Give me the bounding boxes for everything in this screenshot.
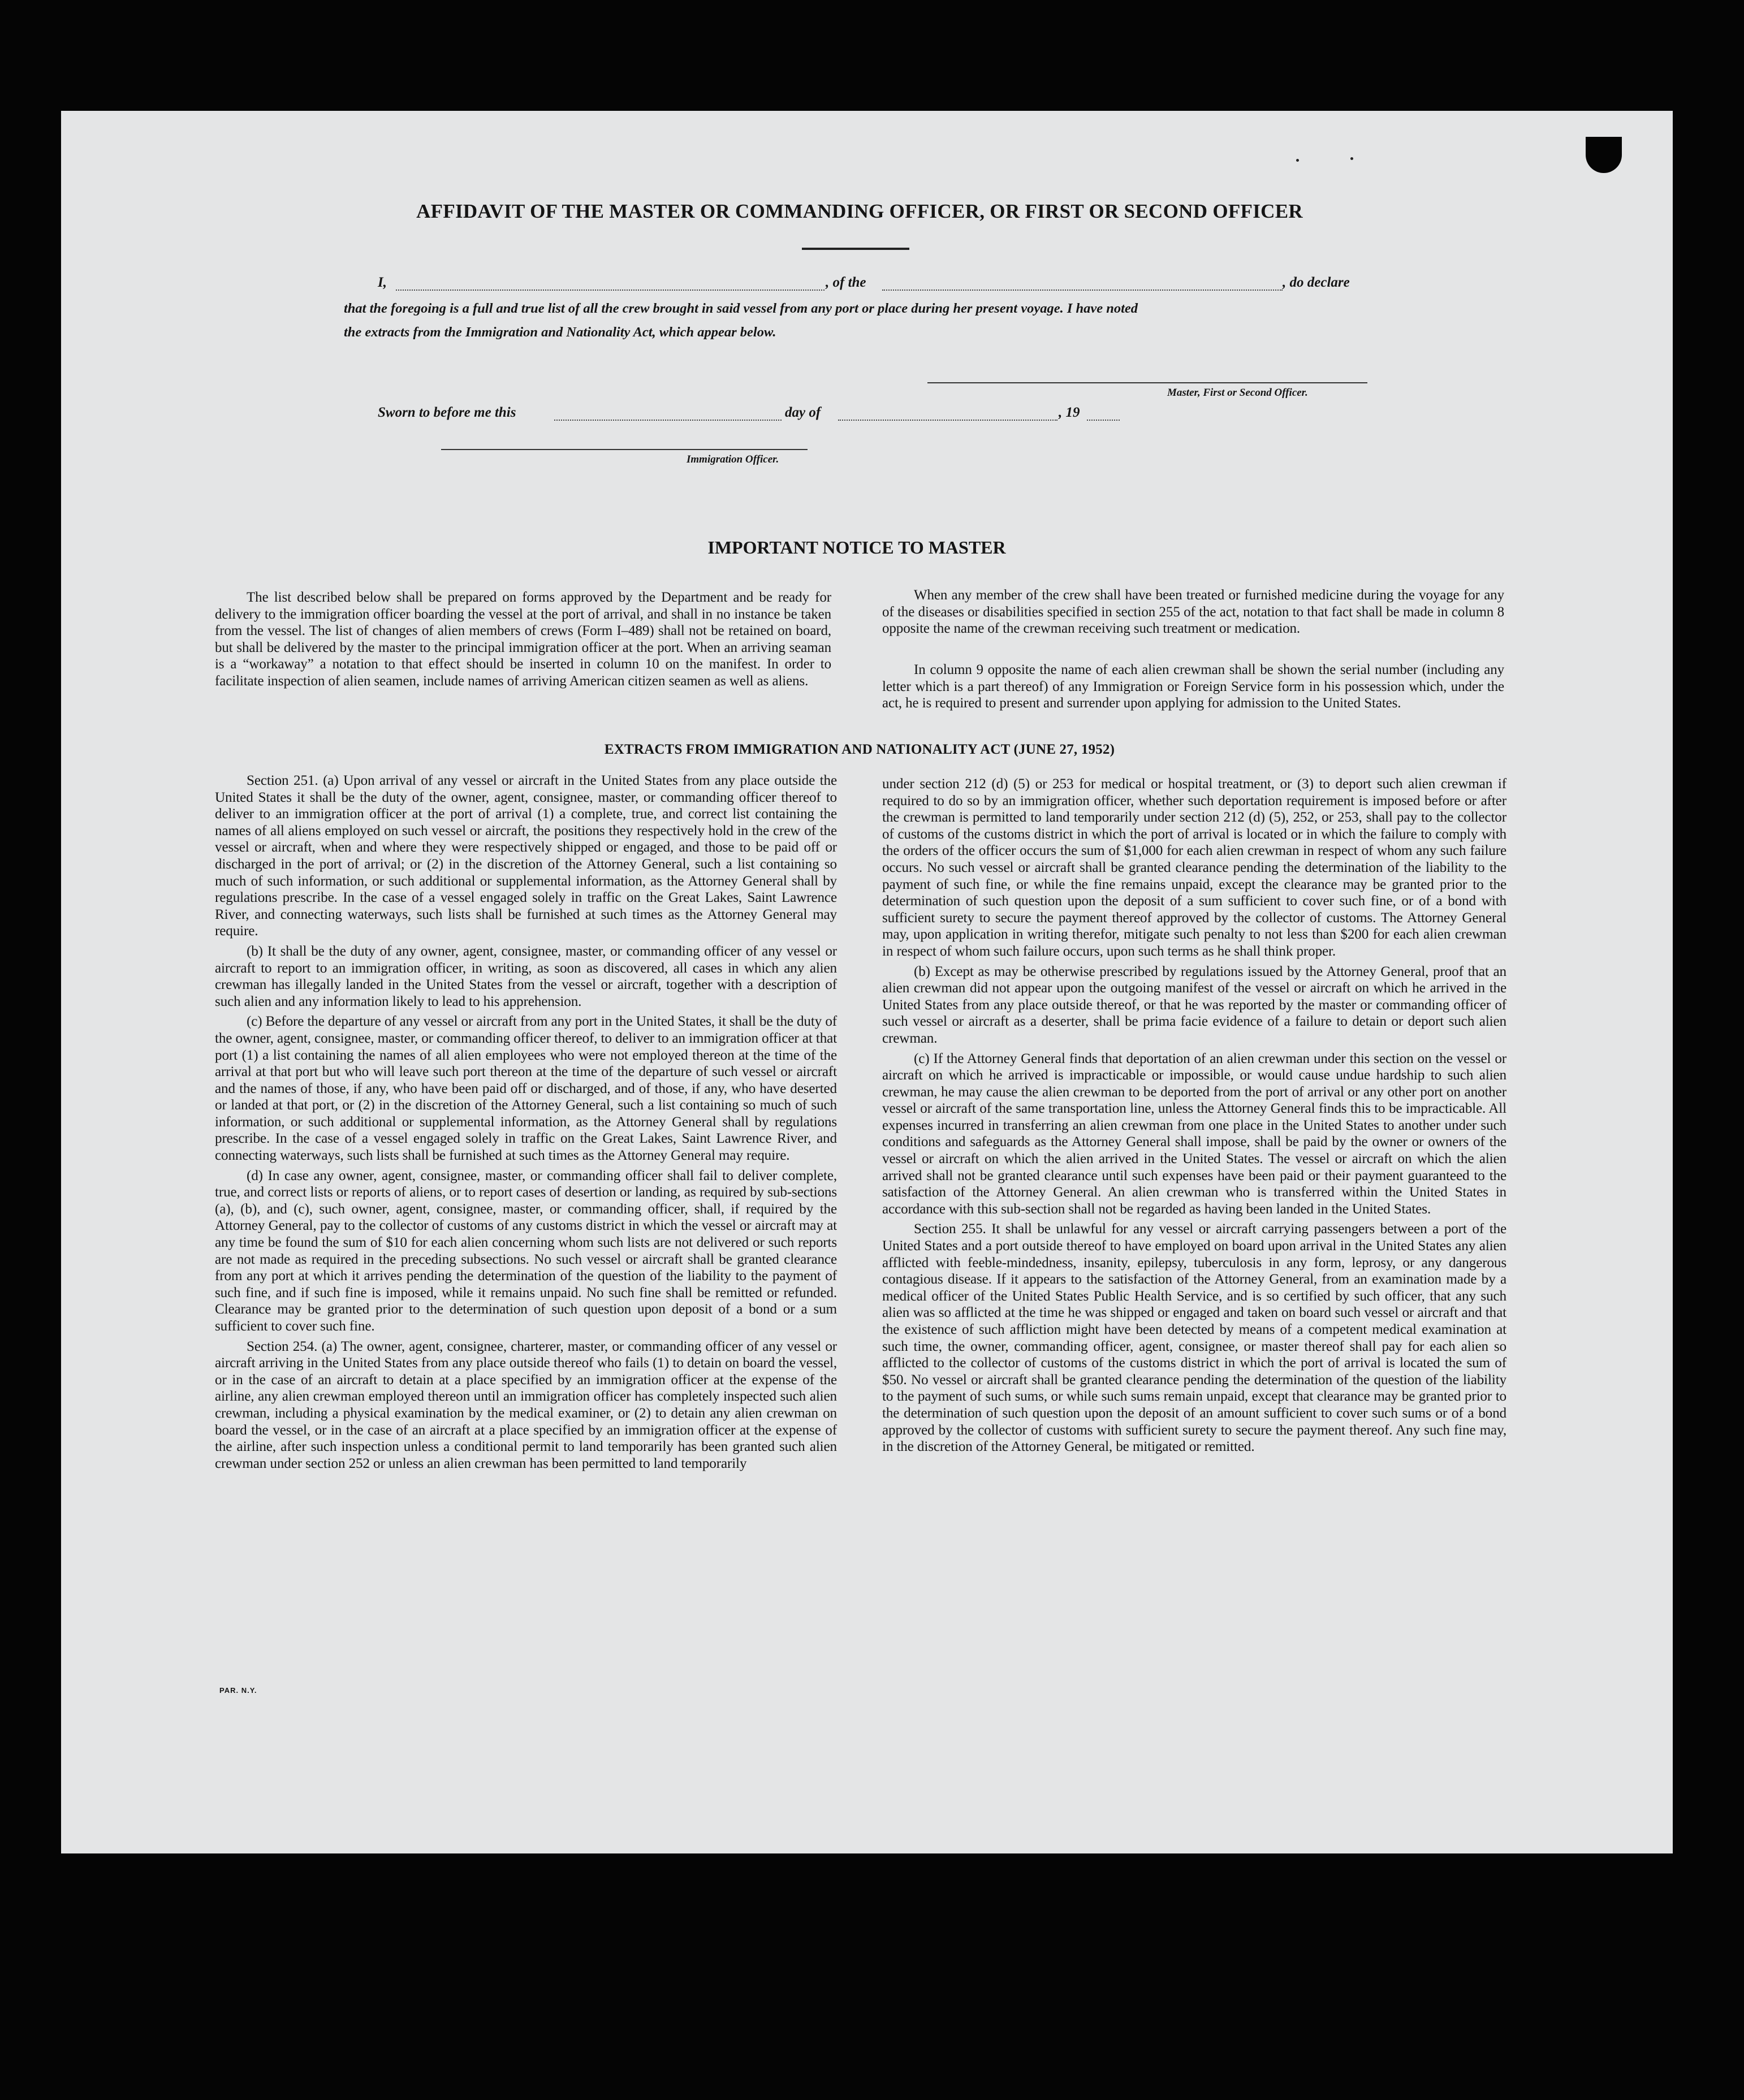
affidavit-of-the: , of the bbox=[826, 275, 866, 290]
affidavit-do-declare: , do declare bbox=[1283, 275, 1350, 290]
section-255: Section 255. It shall be unlawful for any vessel or aircraft carrying passengers between a port of the United States and a port outside thereof to have employed on board upon arrival in the United States any alien afflicted with feeble-mindedness, insanity, epilepsy, tuberculosis in any form, leprosy, or any dangerous contagious disease. If it appears to the satisfaction of the Attorney General, from an examination made by a medical officer of the United States Public Health Service, and is so certified by such officer, that any such alien was so afflicted at the time he was shipped or engaged and taken on board such vessel or aircraft and that the existence of such affliction might have been detected by means of a competent medical examination at such time, the owner, commanding officer, agent, consignee, or master thereof shall pay for each alien so afflicted to the collector of customs of the customs district in which the port of arrival is located the sum of $50. No vessel or aircraft shall be granted clearance pending the determination of the question of the liability to the payment of such sums, or while such sums remain unpaid, except that clearance may be granted prior to the determination of such question upon the deposit of an amount sufficient to cover such sums or of a bond approved by the collector of customs with sufficient surety to secure the payment thereof. Any such fine may, in the discretion of the Attorney General, be mitigated or remitted. bbox=[882, 1221, 1506, 1455]
notice-left-paragraph: The list described below shall be prepared on forms approved by the Department and be ready for delivery to the immigration officer boarding the vessel at the port of arrival, and shall in no instance be taken from the vessel. The list of changes of alien members of crews (Form I–489) shall not be retained on board, but shall be delivered by the master to the principal immigration officer at the port. When an arriving seaman is a “workaway” a notation to that effect should be inserted in column 10 on the manifest. In order to facilitate inspection of alien seamen, include names of arriving American citizen seamen as well as aliens. bbox=[215, 590, 831, 689]
sworn-day-blank[interactable] bbox=[554, 420, 782, 421]
printer-mark: PAR. N.Y. bbox=[219, 1686, 257, 1695]
section-254-c: (c) If the Attorney General finds that deportation of an alien crewman under this section on the vessel or aircraft on which he arrived is impracticable or impossible, or would cause undue hardship to such alien crewman, he may cause the alien crewman to be deported from the port of arrival or any other port on another vessel or aircraft of the same transportation line, unless the Attorney General finds this to be impracticable. All expenses incurred in transferring an alien crewman from one place in the United States to another under such conditions and safeguards as the Attorney General shall impose, shall be paid by the owner or owners of the vessel or aircraft on which the alien arrived in the United States. The vessel or aircraft on which the alien arrived shall not be granted clearance until such expenses have been paid or their payment guaranteed to the satisfaction of the Attorney General. An alien crewman who is transferred within the United States in accordance with this sub-section shall not be regarded as having been landed in the United States. bbox=[882, 1051, 1506, 1217]
affidavit-line2: that the foregoing is a full and true list of all the crew brought in said vessel from any port or place during her present voyage. I have noted bbox=[344, 301, 1138, 316]
notice-title: IMPORTANT NOTICE TO MASTER bbox=[707, 537, 1006, 558]
notice-right-paragraph-2: In column 9 opposite the name of each alien crewman shall be shown the serial number (including any letter which is a part thereof) of any Immigration or Foreign Service form in his possession which, under the act, he is required to present and surrender upon applying for admission to the United States. bbox=[882, 662, 1504, 711]
section-254-a: Section 254. (a) The owner, agent, consignee, charterer, master, or commanding officer of any vessel or aircraft arriving in the United States from any place outside thereof who fails (1) to detain on board the vessel, or in the case of an aircraft to detain at a place specified by an immigration officer at the expense of the airline, any alien crewman employed thereon until an immigration officer has completely inspected such alien crewman, including a physical examination by the medical examiner, or (2) to detain any alien crewman on board the vessel, or in the case of an aircraft at a place specified by an immigration officer at the expense of the airline, after such inspection unless a conditional permit to land temporarily has been granted such alien crewman under section 252 or unless an alien crewman has been permitted to land temporarily bbox=[215, 1338, 837, 1471]
section-251-b: (b) It shall be the duty of any owner, agent, consignee, master, or commanding officer of any vessel or aircraft to report to an immigration officer, in writing, as soon as discovered, all cases in which any alien crewman has illegally landed in the United States from the vessel or aircraft, together with a description of such alien and any information likely to lead to his apprehension. bbox=[215, 943, 837, 1009]
vessel-blank[interactable] bbox=[882, 289, 1283, 291]
notice-right-paragraph-1: When any member of the crew shall have been treated or furnished medicine during the voyage for any of the diseases or disabilities specified in section 255 of the act, notation to that fact shall be made in column 8 opposite the name of the crewman receiving such treatment or medication. bbox=[882, 587, 1504, 637]
sworn-month-blank[interactable] bbox=[838, 420, 1057, 421]
title-underline bbox=[802, 248, 909, 250]
speck bbox=[1296, 159, 1299, 162]
affidavit-i: I, bbox=[378, 275, 387, 290]
sworn-text: Sworn to before me this bbox=[378, 405, 516, 420]
section-251-a: Section 251. (a) Upon arrival of any vessel or aircraft in the United States from any place outside the United States it shall be the duty of the owner, agent, consignee, master, or commanding officer thereof to deliver to an immigration officer at the port of arrival (1) a complete, true, and correct list containing the names of all aliens employed on such vessel or aircraft, the positions they respectively hold in the crew of the vessel or aircraft, when and where they were respectively shipped or engaged, and those to be paid off or discharged in the port of arrival; or (2) in the discretion of the Attorney General, such a list containing so much of such information, or such additional or supplemental information, as the Attorney General shall by regulations prescribe. In the case of a vessel engaged solely in traffic on the Great Lakes, Saint Lawrence River, and connecting waterways, such lists shall be furnished at such times as the Attorney General may require. bbox=[215, 773, 837, 939]
extracts-left-column bbox=[215, 772, 837, 1475]
day-of-text: day of bbox=[785, 405, 821, 420]
immigration-officer-label: Immigration Officer. bbox=[687, 453, 779, 465]
section-251-d: (d) In case any owner, agent, consignee, master, or commanding officer shall fail to deliver complete, true, and correct lists or reports of aliens, or to report cases of desertion or landing, as required by sub-sections (a), (b), and (c), such owner, agent, consignee, master, or commanding officer, shall, if required by the Attorney General, pay to the collector of customs of any customs district in which the vessel or aircraft may at any time be found the sum of $10 for each alien concerning whom such lists are not delivered or such reports are not made as required in the preceding subsections. No such vessel or aircraft shall be granted clearance from any port at which it arrives pending the determination of the question of the liability to the payment of such fine, and if such fine is imposed, while it remains unpaid. No such fine shall be remitted or refunded. Clearance may be granted prior to the determination of such question upon deposit of a bond or a sum sufficient to cover such fine. bbox=[215, 1168, 837, 1334]
signature-label: Master, First or Second Officer. bbox=[1167, 387, 1308, 399]
officer-signature-line[interactable] bbox=[441, 449, 808, 450]
punch-hole bbox=[1586, 137, 1622, 173]
extracts-heading: EXTRACTS FROM IMMIGRATION AND NATIONALITY ACT (JUNE 27, 1952) bbox=[604, 742, 1115, 757]
signature-line[interactable] bbox=[927, 382, 1367, 383]
section-254-b: (b) Except as may be otherwise prescribed by regulations issued by the Attorney General, proof that an alien crewman did not appear upon the outgoing manifest of the vessel or aircraft on which he arrived in the United States from any place outside thereof, or that he was reported by the master or commanding officer of such vessel or aircraft as a deserter, shall be prima facie evidence of a failure to detain or deport such alien crewman. bbox=[882, 963, 1506, 1046]
year-blank[interactable] bbox=[1087, 420, 1120, 421]
affidavit-line3: the extracts from the Immigration and Nationality Act, which appear below. bbox=[344, 325, 776, 340]
year-text: , 19 bbox=[1059, 405, 1080, 420]
section-251-c: (c) Before the departure of any vessel or aircraft from any port in the United States, it shall be the duty of the owner, agent, consignee, master, or commanding officer thereof, to deliver to an immigration officer at that port (1) a list containing the names of all alien employees who were not employed thereon at the time of the arrival at that port but who will leave such port thereon at the time of the departure of such vessel or aircraft and the names of those, if any, who have been paid off or discharged, and of those, if any, who have deserted or landed at that port, or (2) in the discretion of the Attorney General, such a list containing so much of such information, or such additional or supplemental information, as the Attorney General shall by regulations prescribe. In the case of a vessel engaged solely in traffic on the Great Lakes, Saint Lawrence River, and connecting waterways, such lists shall be furnished at such times as the Attorney General may require. bbox=[215, 1014, 838, 1164]
affidavit-title: AFFIDAVIT OF THE MASTER OR COMMANDING OFFICER, OR FIRST OR SECOND OFFICER bbox=[416, 200, 1303, 222]
name-blank[interactable] bbox=[396, 289, 824, 291]
section-254-a-continued: under section 212 (d) (5) or 253 for medical or hospital treatment, or (3) to deport such alien crewman if required to do so by an immigration officer, whether such deportation requirement is imposed before or after the crewman is permitted to land temporarily under section 212 (d) (5), 252, or 253, shall pay to the collector of customs of the customs district in which the port of arrival is located or in which the failure to comply with the orders of the officer occurs the sum of $1,000 for each alien crewman in respect of whom any such failure occurs. No such vessel or aircraft shall be granted clearance pending the determination of the liability to the payment of such fine, or while the fine remains unpaid, except the clearance may be granted prior to the determination of such question upon the deposit of a sum sufficient to cover such fine, or of a bond with sufficient surety to secure the payment thereof approved by the collector of customs. The Attorney General may, upon application in writing therefor, mitigate such penalty to not less than $200 for each alien crewman in respect of whom such failure occurs, upon such terms as he shall think proper. bbox=[882, 776, 1506, 959]
speck bbox=[1350, 157, 1353, 160]
extracts-right-column bbox=[882, 776, 1506, 1459]
